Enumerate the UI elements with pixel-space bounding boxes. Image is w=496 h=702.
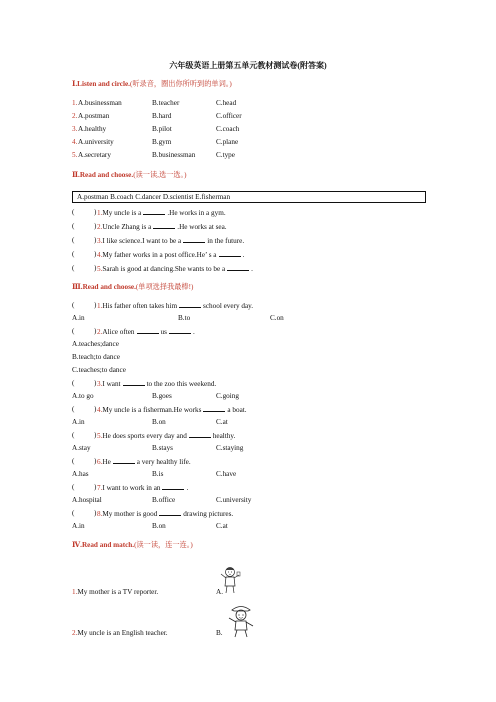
s3-option-b: B.teach;to dance — [72, 353, 120, 361]
s3-item-num: 6. — [97, 458, 103, 466]
s3-question-6 — [72, 457, 432, 466]
s1-item-num: 4. — [72, 138, 78, 146]
answer-blank[interactable] — [123, 379, 145, 386]
answer-blank[interactable] — [183, 236, 205, 243]
s2-item-4 — [72, 250, 432, 259]
s3-option-c: C.on — [270, 314, 284, 322]
answer-blank[interactable] — [143, 208, 165, 215]
s1-item-4 — [72, 138, 432, 147]
s1-item-num: 2. — [72, 112, 78, 120]
s2-item-text: My father works in a post office.He’ s a — [102, 251, 217, 259]
s2-item-num: 3. — [97, 237, 103, 245]
s1-item-2 — [72, 112, 432, 121]
s4-item-text: My mother is a TV reporter. — [77, 588, 159, 596]
section-2-heading — [72, 171, 187, 180]
s1-option-b: B.hard — [152, 112, 172, 120]
s3-option-a: A.stay — [72, 444, 91, 452]
answer-blank[interactable] — [169, 327, 191, 334]
s4-item-num: 2. — [72, 629, 78, 637]
answer-blank[interactable] — [113, 457, 135, 464]
section-1-number: Ⅰ. — [72, 80, 78, 88]
s2-item-text-end: .He works in a gym. — [167, 209, 226, 217]
answer-blank[interactable] — [179, 301, 201, 308]
s3-item-num: 2. — [97, 328, 103, 336]
s3-options-7 — [72, 496, 432, 505]
s3-question-2 — [72, 327, 432, 336]
s2-item-text-end: . — [251, 265, 253, 273]
s2-item-num: 1. — [97, 209, 103, 217]
s3-option-b: B.office — [152, 496, 176, 504]
answer-blank[interactable] — [162, 483, 184, 490]
s3-item-text-mid: us — [160, 328, 167, 336]
answer-paren-close: ) — [94, 431, 97, 439]
s3-item-text: My mother is good — [102, 510, 158, 518]
s3-options-4 — [72, 418, 432, 427]
answer-paren-open: ( — [72, 236, 75, 244]
s2-item-2 — [72, 222, 432, 231]
s2-item-num: 4. — [97, 251, 103, 259]
s3-option-a: A.to go — [72, 392, 94, 400]
s3-option-c: C.at — [216, 418, 228, 426]
section-4-number: Ⅳ. — [72, 541, 82, 549]
s1-item-num: 1. — [72, 99, 78, 107]
s3-item-num: 8. — [97, 510, 103, 518]
section-1-instruction: (听录音，圈出你所听到的单词。) — [129, 80, 232, 88]
section-4-title: Read and match. — [81, 541, 135, 549]
answer-paren-open: ( — [72, 327, 75, 335]
s2-item-num: 2. — [97, 223, 103, 231]
answer-blank[interactable] — [189, 431, 211, 438]
s4-item-1 — [72, 588, 432, 597]
s3-options-1 — [72, 314, 432, 323]
s1-option-a: A.healthy — [78, 125, 107, 133]
answer-paren-open: ( — [72, 379, 75, 387]
answer-paren-open: ( — [72, 264, 75, 272]
s1-option-c: C.coach — [216, 125, 240, 133]
answer-paren-open: ( — [72, 405, 75, 413]
answer-paren-open: ( — [72, 208, 75, 216]
s3-question-8 — [72, 509, 432, 518]
answer-paren-open: ( — [72, 457, 75, 465]
answer-blank[interactable] — [159, 509, 181, 516]
s3-option-b: B.is — [152, 470, 164, 478]
answer-paren-close: ) — [94, 379, 97, 387]
s1-option-c: C.head — [216, 99, 237, 107]
s1-item-num: 3. — [72, 125, 78, 133]
answer-paren-open: ( — [72, 250, 75, 258]
s3-option-b: B.on — [152, 418, 166, 426]
s1-option-b: B.pilot — [152, 125, 172, 133]
s1-item-num: 5. — [72, 151, 78, 159]
s1-option-a: A.postman — [78, 112, 110, 120]
s3-option-c: C.going — [216, 392, 239, 400]
answer-paren-close: ) — [94, 208, 97, 216]
s3-item-text: I want to work in an — [102, 484, 161, 492]
s3-option-c: C.at — [216, 522, 228, 530]
section-2-title: Read and choose. — [79, 171, 134, 179]
answer-paren-close: ) — [94, 509, 97, 517]
s3-item-text: He — [102, 458, 111, 466]
s3-options-8 — [72, 522, 432, 531]
s3-item-text-end: . — [192, 328, 195, 336]
s2-item-text: My uncle is a — [102, 209, 142, 217]
s3-options-3 — [72, 392, 432, 401]
document-title: 六年级英语上册第五单元教材测试卷(附答案) — [169, 61, 327, 70]
s1-option-a: A.university — [78, 138, 114, 146]
s1-option-a: A.businessman — [78, 99, 122, 107]
section-3-number: Ⅲ. — [72, 283, 83, 291]
s3-question-3 — [72, 379, 432, 388]
s3-item-text-end: . — [186, 484, 189, 492]
s3-item-text: His father often takes him — [102, 302, 178, 310]
section-3-instruction: (单项选择我最棒!) — [135, 283, 194, 291]
answer-paren-open: ( — [72, 301, 75, 309]
cartoon-figure-a — [219, 566, 241, 594]
s2-item-3 — [72, 236, 432, 245]
word-bank-box: A.postman B.coach C.dancer D.scientist E.fisherman — [72, 191, 426, 203]
answer-paren-open: ( — [72, 509, 75, 517]
answer-paren-close: ) — [94, 327, 97, 335]
s1-option-c: C.plane — [216, 138, 239, 146]
s4-item-text: My uncle is an English teacher. — [77, 629, 168, 637]
s3-item-text-end: drawing pictures. — [183, 510, 234, 518]
section-1-heading — [72, 80, 232, 89]
answer-blank[interactable] — [219, 250, 241, 257]
s3-option-c: C.teaches;to dance — [72, 366, 126, 374]
s1-option-b: B.teacher — [152, 99, 180, 107]
s1-item-5 — [72, 151, 432, 160]
s4-item-num: 1. — [72, 588, 78, 596]
s1-option-c: C.type — [216, 151, 235, 159]
s3-option-b: B.to — [178, 314, 191, 322]
s2-item-text-end: .He works at sea. — [177, 223, 227, 231]
section-4-instruction: (读一读，连一连。) — [134, 541, 193, 549]
s3-item-num: 4. — [97, 406, 103, 414]
answer-paren-close: ) — [94, 222, 97, 230]
answer-paren-close: ) — [94, 264, 97, 272]
s1-item-1 — [72, 99, 432, 108]
answer-paren-close: ) — [94, 301, 97, 309]
s2-item-text-end: in the future. — [207, 237, 245, 245]
s3-question-7 — [72, 483, 432, 492]
s3-question-1 — [72, 301, 432, 310]
s1-option-a: A.secretary — [78, 151, 111, 159]
s3-option-a: A.hospital — [72, 496, 102, 504]
answer-paren-close: ) — [94, 483, 97, 491]
s2-item-num: 5. — [97, 265, 103, 273]
s3-item-text: I want — [102, 380, 121, 388]
s3-item-num: 5. — [97, 432, 103, 440]
s3-option-a: A.in — [72, 522, 85, 530]
s3-option-c: C.have — [216, 470, 237, 478]
answer-paren-close: ) — [94, 250, 97, 258]
answer-paren-open: ( — [72, 431, 75, 439]
s3-options-6 — [72, 470, 432, 479]
s3-option-b: B.goes — [152, 392, 172, 400]
s4-item-letter: A. — [216, 588, 223, 596]
section-2-number: Ⅱ. — [72, 171, 80, 179]
s2-item-text: Uncle Zhang is a — [102, 223, 152, 231]
s3-option-c: C.staying — [216, 444, 244, 452]
s2-item-1 — [72, 208, 432, 217]
s3-item-text-end: a boat. — [227, 406, 247, 414]
s3-options-5 — [72, 444, 432, 453]
s3-option-a: A.teaches;dance — [72, 340, 119, 348]
s3-item-text-end: healthy. — [212, 432, 236, 440]
answer-paren-close: ) — [94, 236, 97, 244]
cartoon-figure-b — [226, 604, 256, 638]
s3-question-4 — [72, 405, 432, 414]
answer-paren-open: ( — [72, 222, 75, 230]
s3-option-b: B.on — [152, 522, 166, 530]
s3-item-text-end: to the zoo this weekend. — [146, 380, 217, 388]
s3-option-c: C.university — [216, 496, 252, 504]
answer-blank[interactable] — [203, 405, 225, 412]
s3-option-a: A.has — [72, 470, 89, 478]
s3-question-5 — [72, 431, 432, 440]
s1-option-c: C.officer — [216, 112, 242, 120]
s1-option-b: B.gym — [152, 138, 172, 146]
s3-option-a: A.in — [72, 418, 85, 426]
section-4-heading — [72, 541, 193, 550]
s3-item-text-end: a very healthy life. — [136, 458, 191, 466]
s2-item-text: Sarah is good at dancing.She wants to be a — [102, 265, 226, 273]
section-3-heading — [72, 283, 193, 292]
answer-blank[interactable] — [227, 264, 249, 271]
answer-paren-close: ) — [94, 405, 97, 413]
s2-item-text: I like science.I want to be a — [102, 237, 182, 245]
answer-paren-close: ) — [94, 457, 97, 465]
s3-item-text-end: school every day. — [203, 302, 254, 310]
s3-item-text: He does sports every day and — [102, 432, 187, 440]
s3-item-num: 1. — [97, 302, 103, 310]
section-1-title: Listen and circle. — [77, 80, 130, 88]
answer-blank[interactable] — [153, 222, 175, 229]
s4-item-letter: B. — [216, 629, 223, 637]
s3-option-b: B.stays — [152, 444, 173, 452]
s3-item-text: Alice often — [102, 328, 135, 336]
section-3-title: Read and choose. — [82, 283, 136, 291]
s2-item-5 — [72, 264, 432, 273]
s3-item-num: 3. — [97, 380, 103, 388]
s3-option-a: A.in — [72, 314, 85, 322]
answer-paren-open: ( — [72, 483, 75, 491]
answer-blank[interactable] — [137, 327, 159, 334]
section-2-instruction: (读一读,选一选。) — [133, 171, 187, 179]
s3-item-num: 7. — [97, 484, 103, 492]
s1-item-3 — [72, 125, 432, 134]
s3-item-text: My uncle is a fisherman.He works — [102, 406, 202, 414]
s1-option-b: B.businessman — [152, 151, 196, 159]
s2-item-text-end: . — [242, 251, 245, 259]
